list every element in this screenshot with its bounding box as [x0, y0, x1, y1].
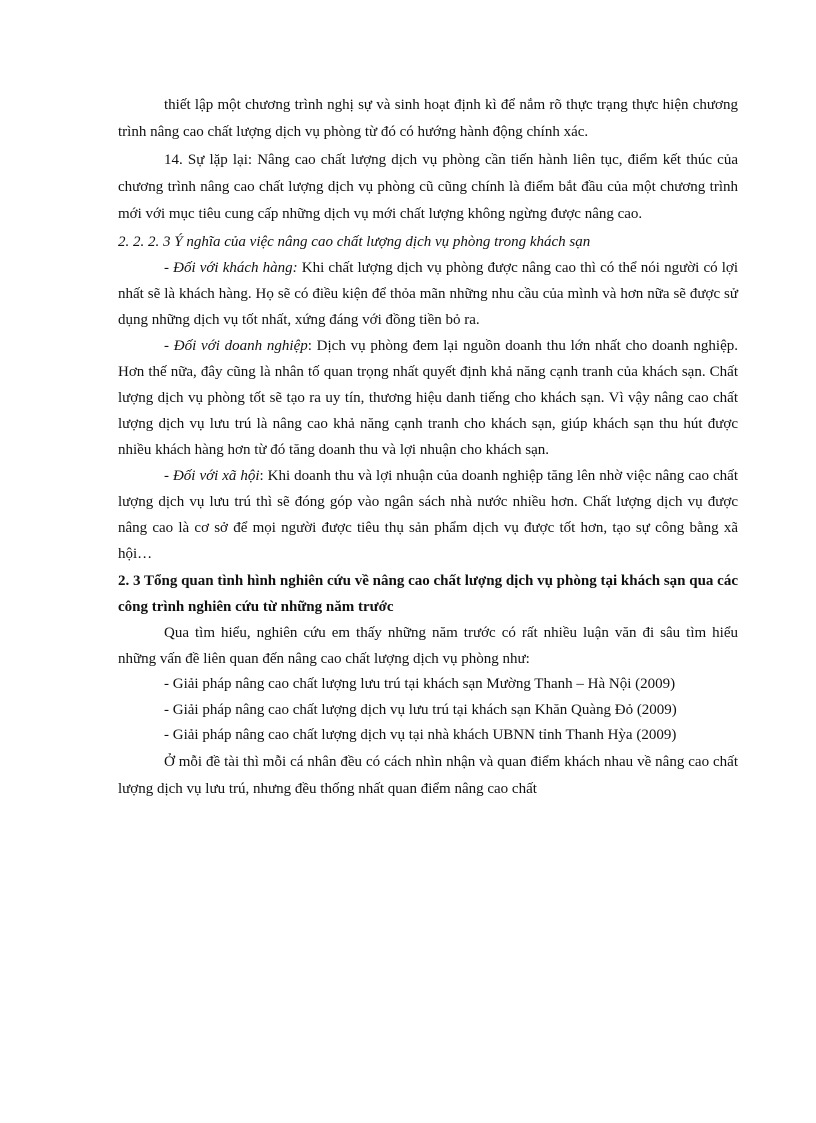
list-item: - Giải pháp nâng cao chất lượng dịch vụ tại nhà khách UBNN tỉnh Thanh Hỳa (2009) — [164, 727, 677, 744]
document-page — [118, 92, 738, 804]
paragraph-customers — [118, 255, 738, 333]
business-label: - Đối với doanh nghiệp — [164, 338, 308, 355]
subsection-heading-2223: 2. 2. 2. 3 Ý nghĩa của việc nâng cao chất lượng dịch vụ phòng trong khách sạn — [118, 234, 591, 251]
society-text: : Khi doanh thu và lợi nhuận của doanh nghiệp tăng lên nhờ việc nâng cao chất lượng dịch vụ lưu trú thì sẽ đóng góp vào ngân sách nhà nước nhiều hơn. Chất lượng dịch vụ được nâng cao là cơ sở để mọi người được tiêu thụ sản phẩm dịch vụ được tốt hơn, tạo sự công bằng xã hội… — [118, 468, 738, 563]
section-heading-23: 2. 3 Tổng quan tình hình nghiên cứu về nâng cao chất lượng dịch vụ phòng tại khách sạn qua các công trình nghiên cứu từ những năm trước — [118, 573, 738, 616]
business-text: : Dịch vụ phòng đem lại nguồn doanh thu lớn nhất cho doanh nghiệp. Hơn thế nữa, đây cũng là nhân tố quan trọng nhất quyết định khả năng cạnh tranh của khách sạn. Chất lượng dịch vụ phòng tốt sẽ tạo ra uy tín, thương hiệu danh tiếng cho khách sạn. Vì vậy nâng cao chất lượng dịch vụ lưu trú là nâng cao khả năng cạnh tranh cho khách sạn, giúp khách sạn thu hút được nhiều khách hàng hơn từ đó tăng doanh thu và lợi nhuận cho khách sạn. — [118, 338, 738, 459]
paragraph-continuation: thiết lập một chương trình nghị sự và sinh hoạt định kì để nắm rõ thực trạng thực hiện chương trình nâng cao chất lượng dịch vụ phòng từ đó có hướng hành động chính xác. — [118, 97, 738, 141]
paragraph-society — [118, 463, 738, 567]
list-item: - Giải pháp nâng cao chất lượng dịch vụ lưu trú tại khách sạn Khăn Quàng Đỏ (2009) — [164, 701, 677, 718]
paragraph-business — [118, 333, 738, 463]
society-label: - Đối với xã hội — [164, 468, 260, 485]
list-item: - Giải pháp nâng cao chất lượng lưu trú tại khách sạn Mường Thanh – Hà Nội (2009) — [164, 676, 676, 693]
customers-label: - Đối với khách hàng: — [164, 260, 298, 277]
customers-text: Khi chất lượng dịch vụ phòng được nâng cao thì có thể nói người có lợi nhất sẽ là khách hàng. Họ sẽ có điều kiện để thỏa mãn những nhu cầu của mình và hơn nữa sẽ được sử dụng những dịch vụ tốt nhất, xứng đáng với đồng tiền bỏ ra. — [118, 260, 738, 329]
paragraph-repetition: 14. Sự lặp lại: Nâng cao chất lượng dịch vụ phòng cần tiến hành liên tục, điểm kết thúc của chương trình nâng cao chất lượng dịch vụ phòng cũ cũng chính là điểm bắt đầu của một chương trình mới với mục tiêu cung cấp những dịch vụ mới chất lượng không ngừng được nâng cao. — [118, 151, 738, 223]
paragraph-intro: Qua tìm hiểu, nghiên cứu em thấy những năm trước có rất nhiều luận văn đi sâu tìm hiểu những vấn đề liên quan đến nâng cao chất lượng dịch vụ phòng như: — [118, 625, 738, 668]
paragraph-closing: Ở mỗi đề tài thì mỗi cá nhân đều có cách nhìn nhận và quan điểm khách nhau về nâng cao chất lượng dịch vụ lưu trú, nhưng đều thống nhất quan điểm nâng cao chất — [118, 753, 738, 798]
